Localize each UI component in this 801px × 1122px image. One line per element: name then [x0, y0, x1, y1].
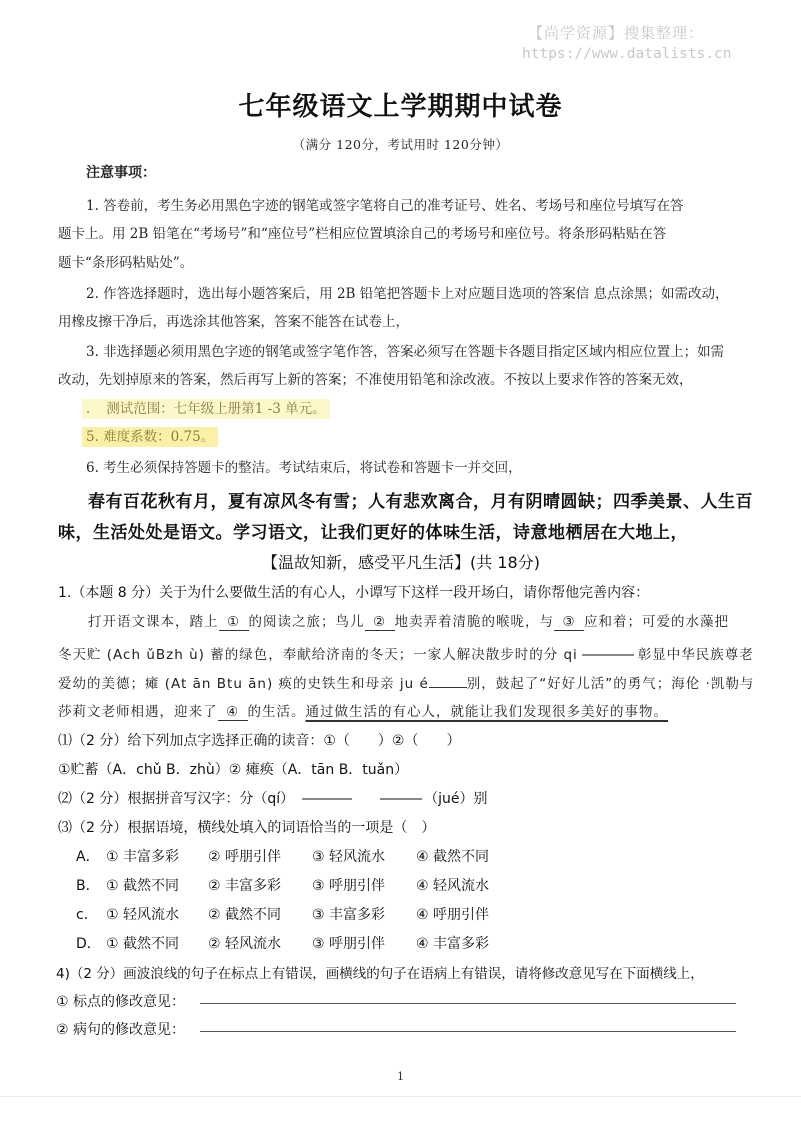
blank-2: ②: [365, 614, 395, 631]
sub-question-4-stem: 4)（2 分）画波浪线的句子在标点上有错误，画横线的句子在语病上有错误，请将修改意见写在下面横线上，: [56, 966, 704, 982]
passage-line-4: [58, 700, 668, 721]
test-scope-text: ． 测试范围：七年级上册第1 -3 单元。: [82, 399, 330, 419]
watermark-source: 【尚学资源】搜集整理：: [528, 24, 705, 42]
passage-line-3: [58, 672, 754, 692]
choice-item: ④ 轻风流水: [416, 878, 490, 894]
choice-d[interactable]: [76, 933, 489, 953]
notice-heading: 注意事项：: [86, 165, 156, 181]
choice-a[interactable]: [76, 846, 489, 866]
grammar-label: ② 病句的修改意见：: [56, 1022, 186, 1038]
passage-line-1: [88, 610, 729, 631]
sub-question-2: [58, 788, 488, 808]
notice-item-1a: 1. 答卷前，考生务必用黑色字迹的钢笔或签字笔将自己的准考证号、姓名、考场号和座位号填写在答: [86, 198, 684, 214]
choice-item: ③ 呼朋引伴: [312, 936, 386, 952]
choice-item: ① 丰富多彩: [106, 849, 180, 865]
passage-text: 应和着；可爱的水藻把: [584, 614, 729, 630]
exam-subtitle: （满分 120分，考试用时 120分钟）: [292, 137, 509, 152]
blank-3: ③: [554, 614, 584, 631]
passage-line-2: [58, 643, 754, 663]
section-heading: 【温故知新，感受平凡生活】(共 18分): [262, 553, 540, 572]
question-1-stem: 1.（本题 8 分）关于为什么要做生活的有心人，小谭写下这样一段开场白，请你帮他完善内容：: [58, 585, 650, 601]
choice-item: ④ 丰富多彩: [416, 936, 490, 952]
blank-jue: [429, 687, 467, 688]
watermark-url: https://www.datalists.cn: [522, 46, 732, 62]
choice-item: ④ 呼朋引伴: [416, 907, 490, 923]
choice-label: A．: [76, 849, 100, 865]
choice-b[interactable]: [76, 875, 489, 895]
page-title: 七年级语文上学期期中试卷: [238, 92, 563, 122]
punctuation-label: ① 标点的修改意见：: [56, 994, 186, 1010]
difficulty-text: 5. 难度系数：0.75。: [82, 427, 218, 447]
choice-item: ① 截然不同: [106, 878, 180, 894]
choice-label: B．: [76, 878, 100, 894]
blank-qi: [582, 654, 634, 656]
intro-line-2: 味，生活处处是语文。学习语文，让我们更好的体味生活，诗意地栖居在大地上，: [58, 523, 688, 543]
passage-text: 地卖弄着清脆的喉咙，与: [394, 614, 554, 630]
answer-blank-jue[interactable]: [380, 798, 422, 800]
punctuation-answer-line[interactable]: [200, 1003, 736, 1004]
passage-text: 爱幼的美德；瘫 (At ān Btu ān) 痪的史铁生和母亲 ju é: [58, 676, 429, 692]
passage-text: 的生活。: [247, 704, 306, 720]
choice-item: ③ 呼朋引伴: [312, 878, 386, 894]
choice-item: ② 截然不同: [208, 907, 282, 923]
page-number: 1: [397, 1070, 404, 1083]
choice-item: ② 呼朋引伴: [208, 849, 282, 865]
notice-item-3b: 改动，先划掉原来的答案，然后再写上新的答案；不准使用铅笔和涂改液。不按以上要求作答的答案无效，: [58, 372, 693, 388]
choice-item: ① 截然不同: [106, 936, 180, 952]
passage-text: 彰显中华民族尊老: [637, 647, 754, 663]
passage-text: 莎莉文老师相遇，迎来了: [58, 704, 218, 720]
choice-item: ③ 轻风流水: [312, 849, 386, 865]
notice-item-4-highlight: [82, 397, 330, 417]
choice-item: ④ 截然不同: [416, 849, 490, 865]
choice-label: D．: [76, 936, 101, 952]
passage-text: 别，鼓起了“好好儿活”的勇气；海伦 ·凯勒与: [466, 676, 755, 692]
choice-item: ① 轻风流水: [106, 907, 180, 923]
grammar-answer-line[interactable]: [200, 1031, 736, 1032]
answer-blank-qi[interactable]: [302, 798, 352, 800]
sub-question-2-stem: ⑵（2 分）根据拼音写汉字：分（qí）: [58, 791, 295, 807]
intro-line-1: 春有百花秋有月，夏有凉风冬有雪；人有悲欢离合，月有阴晴圆缺；四季美景、人生百: [88, 492, 753, 512]
notice-item-1c: 题卡“条形码粘贴处”。: [58, 255, 194, 271]
choice-item: ② 丰富多彩: [208, 878, 282, 894]
notice-item-2b: 用橡皮擦干净后，再选涂其他答案，答案不能答在试卷上，: [58, 314, 409, 330]
passage-text: 冬天贮 (Ach ǔBzh ù) 蓄的绿色，奉献给济南的冬天；一家人解决散步时的分 qi: [58, 647, 578, 663]
notice-item-2a: 2. 作答选择题时，选出每小题答案后，用 2B 铅笔把答题卡上对应题目选项的答案信 息点涂黑；如需改动，: [86, 286, 729, 302]
sub-question-1-stem: ⑴（2 分）给下列加点字选择正确的读音：①（ ）②（ ）: [58, 733, 461, 749]
page-edge-divider: [0, 1096, 801, 1097]
notice-item-3a: 3. 非选择题必须用黑色字迹的钢笔或签字笔作答，答案必须写在答题卡各题目指定区域内相应位置上；如需: [86, 344, 725, 360]
sub-question-1-options: ①贮蓄（A．chǔ B．zhù）② 瘫痪（A．tān B．tuǎn）: [58, 762, 409, 778]
blank-1: ①: [219, 614, 249, 631]
sub-question-3-stem: ⑶（2 分）根据语境，横线处填入的词语恰当的一项是（ ）: [58, 820, 436, 836]
notice-item-1b: 题卡上。用 2B 铅笔在“考场号”和“座位号”栏相应位置填涂自己的考场号和座位号。将条形码粘贴在答: [58, 226, 667, 242]
choice-label: c．: [76, 907, 98, 923]
blank-4: ④: [218, 704, 248, 721]
underlined-sentence: 通过做生活的有心人，就能让我们发现很多美好的事物。: [305, 704, 668, 720]
choice-item: ③ 丰富多彩: [312, 907, 386, 923]
choice-item: ② 轻风流水: [208, 936, 282, 952]
sub-question-2-suffix: （jué）别: [424, 791, 488, 807]
passage-text: 的阅读之旅；鸟儿: [248, 614, 365, 630]
passage-text: 打开语文课本，踏上: [88, 614, 219, 630]
notice-item-5-highlight: [82, 425, 218, 445]
notice-item-6: 6. 考生必须保持答题卡的整洁。考试结束后，将试卷和答题卡一并交回，: [86, 460, 522, 476]
choice-c[interactable]: [76, 904, 489, 924]
